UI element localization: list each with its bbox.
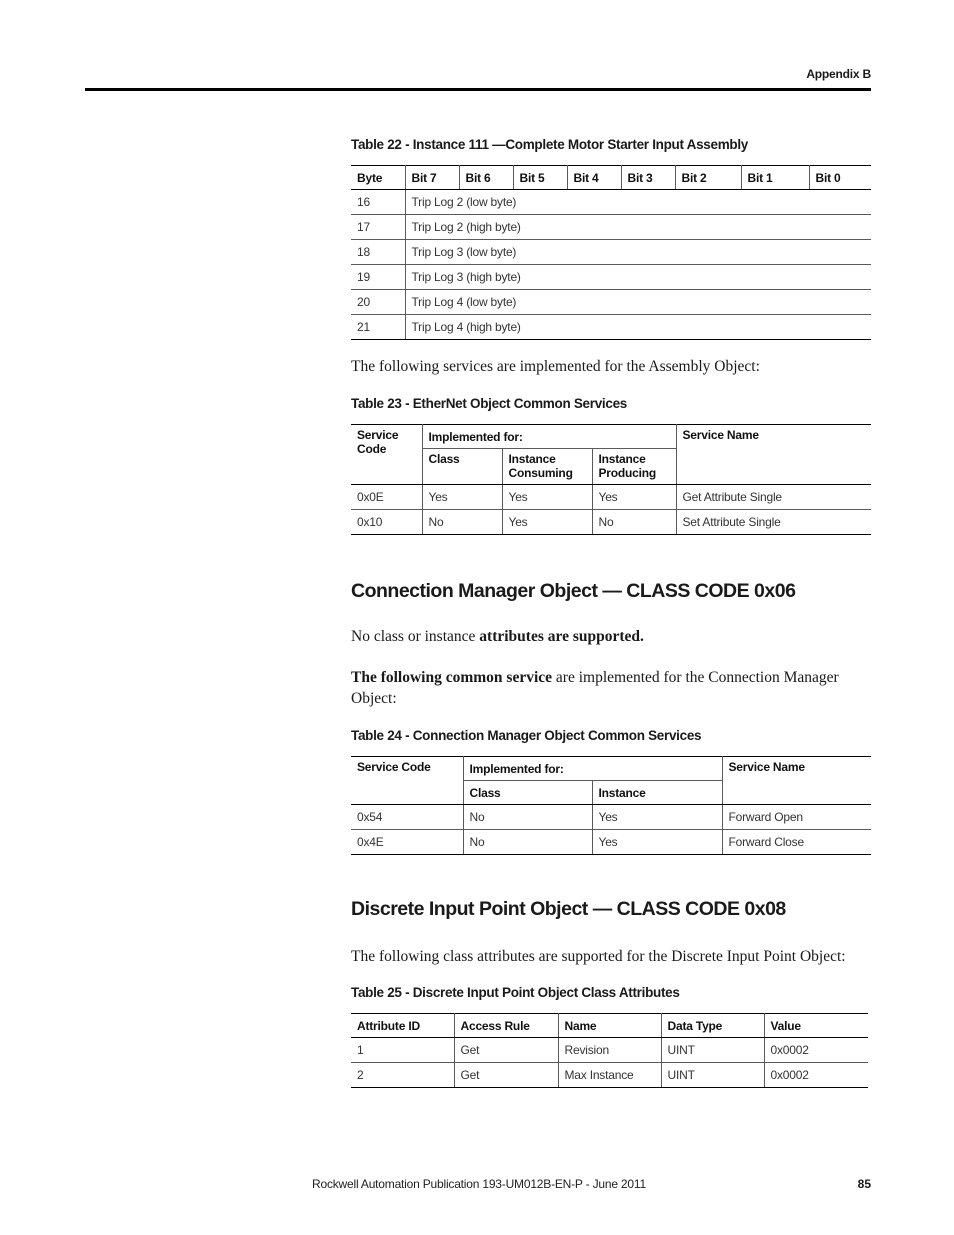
table25-access-cell: Get [454,1063,558,1088]
table24-caption: Table 24 - Connection Manager Object Common Services [351,728,702,743]
table24-header-class: Class [463,781,592,805]
table23-consuming-cell: Yes [502,485,592,510]
table22-header-bit0: Bit 0 [809,166,871,190]
table25-header-row [351,1014,868,1038]
table24-name-cell: Forward Open [722,805,871,830]
table24-instance-cell: Yes [592,805,722,830]
table25-caption: Table 25 - Discrete Input Point Object Class Attributes [351,985,680,1000]
table23-name-cell: Get Attribute Single [676,485,871,510]
table25-type-cell: UINT [661,1038,764,1063]
table23-name-cell: Set Attribute Single [676,510,871,535]
table22-desc-cell: Trip Log 2 (low byte) [405,190,871,215]
table24-class-cell: No [463,830,592,855]
table24-code-cell: 0x54 [351,805,463,830]
table25 [351,1013,868,1088]
table23-code-cell: 0x0E [351,485,422,510]
table-row [351,1063,868,1088]
table23-code-cell: 0x10 [351,510,422,535]
table22-byte-cell: 17 [351,215,405,240]
table-row [351,240,871,265]
table22-header-bit1: Bit 1 [741,166,809,190]
connection-manager-paragraph-1 [351,626,871,647]
table23-header-instance-consuming: Instance Consuming [502,449,592,485]
table-row [351,1038,868,1063]
discrete-input-point-heading: Discrete Input Point Object — CLASS CODE 0x08 [351,898,786,920]
table25-id-cell: 2 [351,1063,454,1088]
table22-caption: Table 22 - Instance 111 —Complete Motor Starter Input Assembly [351,137,749,152]
table24-name-cell: Forward Close [722,830,871,855]
table22-byte-cell: 16 [351,190,405,215]
assembly-services-paragraph: The following services are implemented for the Assembly Object: [351,358,760,375]
table22-desc-cell: Trip Log 2 (high byte) [405,215,871,240]
table25-value-cell: 0x0002 [764,1038,868,1063]
table-row [351,315,871,340]
connection-manager-paragraph-2 [351,667,871,709]
table22-desc-cell: Trip Log 4 (low byte) [405,290,871,315]
table23-header-implemented-for: Implemented for: [422,425,676,449]
table25-name-cell: Revision [558,1038,661,1063]
table-row [351,190,871,215]
table22-desc-cell: Trip Log 3 (low byte) [405,240,871,265]
table-row [351,290,871,315]
table23-class-cell: Yes [422,485,502,510]
table22-header-bit6: Bit 6 [459,166,513,190]
table22-header-byte: Byte [351,166,405,190]
table-row [351,485,871,510]
table22-desc-cell: Trip Log 4 (high byte) [405,315,871,340]
table23-consuming-cell: Yes [502,510,592,535]
table23 [351,424,871,535]
table22-header-bit3: Bit 3 [621,166,675,190]
connection-manager-heading: Connection Manager Object — CLASS CODE 0x06 [351,580,796,602]
table25-header-access-rule: Access Rule [454,1014,558,1038]
table25-access-cell: Get [454,1038,558,1063]
table22-byte-cell: 21 [351,315,405,340]
table22-header-bit5: Bit 5 [513,166,567,190]
table24-header-implemented-for: Implemented for: [463,757,722,781]
table22-byte-cell: 18 [351,240,405,265]
running-header-section: Appendix B [806,67,871,81]
table25-header-data-type: Data Type [661,1014,764,1038]
table24-code-cell: 0x4E [351,830,463,855]
table24-class-cell: No [463,805,592,830]
table23-header-class: Class [422,449,502,485]
table22-header-bit4: Bit 4 [567,166,621,190]
table25-header-name: Name [558,1014,661,1038]
table24-header-service-name: Service Name [722,757,871,805]
table24-instance-cell: Yes [592,830,722,855]
table-row [351,215,871,240]
table25-header-attribute-id: Attribute ID [351,1014,454,1038]
table24-header-row [351,757,871,781]
table25-id-cell: 1 [351,1038,454,1063]
table25-value-cell: 0x0002 [764,1063,868,1088]
footer-publication: Rockwell Automation Publication 193-UM012B-EN-P - June 2011 [312,1177,646,1191]
table22-header-bit2: Bit 2 [675,166,741,190]
cm-p1-plain: No class or instance [351,628,480,645]
table-row [351,830,871,855]
table23-header-service-name: Service Name [676,425,871,485]
table22-header-bit7: Bit 7 [405,166,459,190]
table22 [351,165,871,340]
table25-header-value: Value [764,1014,868,1038]
table22-desc-cell: Trip Log 3 (high byte) [405,265,871,290]
table24-header-service-code: Service Code [351,757,463,805]
header-rule [85,88,871,91]
table25-type-cell: UINT [661,1063,764,1088]
cm-p2-bold: The following common service [351,669,553,686]
footer-page-number: 85 [857,1177,871,1191]
table24 [351,756,871,855]
table23-header-service-code: Service Code [351,425,422,485]
table23-caption: Table 23 - EtherNet Object Common Services [351,396,627,411]
cm-p2-plain: are implemented for the Connection Manager Object: [351,669,839,707]
table23-class-cell: No [422,510,502,535]
discrete-input-point-paragraph: The following class attributes are supported for the Discrete Input Point Object: [351,948,846,965]
cm-p1-bold: attributes are supported. [479,628,644,645]
table23-producing-cell: Yes [592,485,676,510]
table-row [351,805,871,830]
table23-header-row [351,425,871,449]
table25-name-cell: Max Instance [558,1063,661,1088]
table22-byte-cell: 20 [351,290,405,315]
table24-header-instance: Instance [592,781,722,805]
table-row [351,510,871,535]
table23-header-instance-producing: Instance Producing [592,449,676,485]
table-row [351,265,871,290]
table22-header-row [351,166,871,190]
table22-byte-cell: 19 [351,265,405,290]
table23-producing-cell: No [592,510,676,535]
